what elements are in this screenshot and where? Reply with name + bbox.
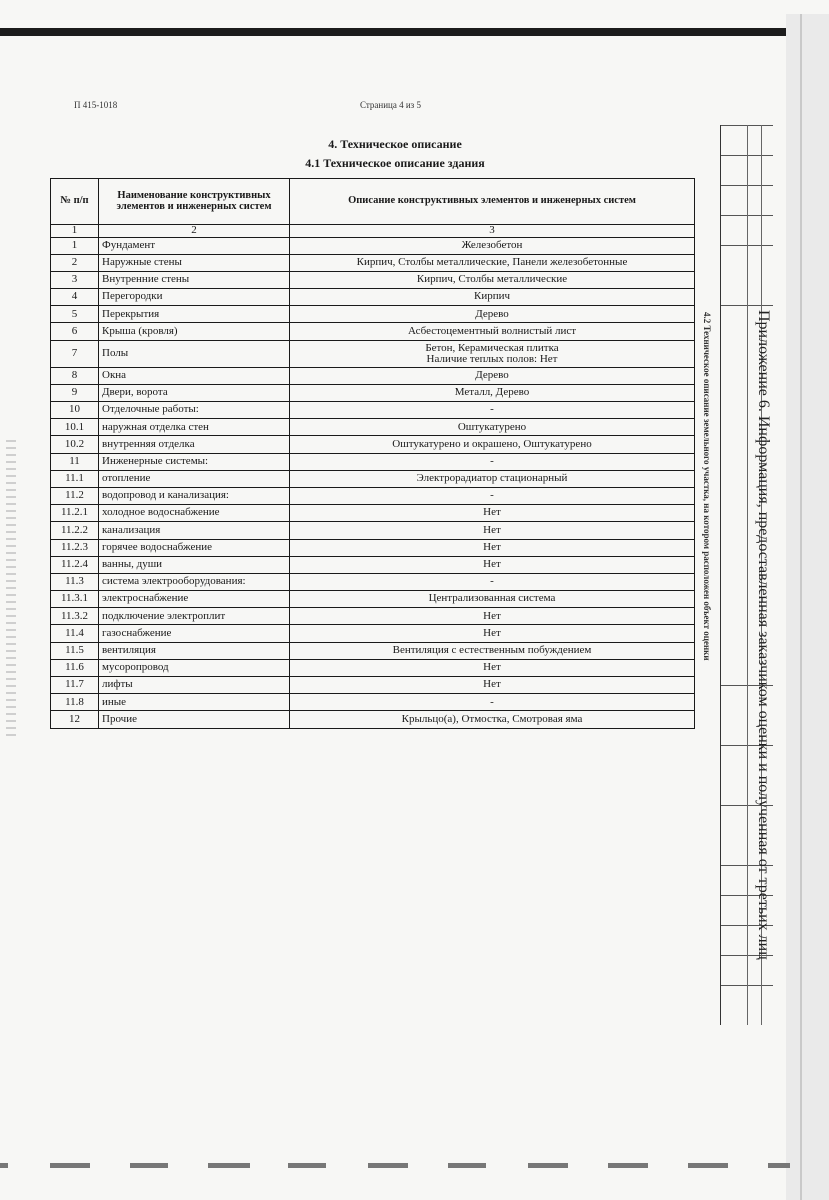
table-row (51, 419, 695, 436)
row-number: 11.1 (51, 470, 99, 487)
table-row (51, 659, 695, 676)
row-description: Кирпич, Столбы металлические (290, 271, 695, 288)
row-description: Нет (290, 505, 695, 522)
row-description: Оштукатурено (290, 419, 695, 436)
row-element-name: ванны, души (99, 556, 290, 573)
row-number: 11.8 (51, 694, 99, 711)
page-edge-line (800, 14, 802, 1200)
row-description: Нет (290, 522, 695, 539)
row-description-line: Бетон, Керамическая плитка (425, 341, 559, 354)
row-number: 11.7 (51, 677, 99, 694)
col-number-2: 2 (99, 225, 290, 238)
page-number: Страница 4 из 5 (360, 100, 421, 110)
scan-mark (528, 1163, 568, 1168)
table-row (51, 306, 695, 323)
row-description: - (290, 402, 695, 419)
row-element-name: электроснабжение (99, 591, 290, 608)
scan-mark (768, 1163, 790, 1168)
header-element-name: Наименование конструктивных элементов и инженерных систем (99, 179, 290, 225)
row-description: Нет (290, 608, 695, 625)
scan-mark (0, 1163, 8, 1168)
scan-bottom-marks (0, 1163, 800, 1173)
table-row (51, 608, 695, 625)
row-element-name: Инженерные системы: (99, 453, 290, 470)
technical-description-table (50, 178, 695, 729)
row-number: 10.1 (51, 419, 99, 436)
row-element-name: лифты (99, 677, 290, 694)
row-description: Металл, Дерево (290, 384, 695, 401)
row-element-name: газоснабжение (99, 625, 290, 642)
row-element-name: холодное водоснабжение (99, 505, 290, 522)
scan-mark (448, 1163, 486, 1168)
row-element-name: вентиляция (99, 642, 290, 659)
row-number: 11.2.2 (51, 522, 99, 539)
table-row (51, 367, 695, 384)
table-row (51, 237, 695, 254)
table-row (51, 271, 695, 288)
row-element-name: Двери, ворота (99, 384, 290, 401)
table-row (51, 323, 695, 340)
row-description: - (290, 487, 695, 504)
row-element-name: Отделочные работы: (99, 402, 290, 419)
row-number: 5 (51, 306, 99, 323)
row-number: 3 (51, 271, 99, 288)
row-number: 8 (51, 367, 99, 384)
table-row (51, 487, 695, 504)
section-title: 4. Техническое описание (328, 137, 462, 151)
row-element-name: система электрооборудования: (99, 573, 290, 590)
row-description: Нет (290, 625, 695, 642)
scan-artifact (6, 440, 16, 740)
row-number: 11.2.3 (51, 539, 99, 556)
header-number: № п/п (51, 179, 99, 225)
row-number: 11.3 (51, 573, 99, 590)
table-row (51, 254, 695, 271)
table-row (51, 573, 695, 590)
row-element-name: Прочие (99, 711, 290, 728)
row-number: 11.4 (51, 625, 99, 642)
col-number-3: 3 (290, 225, 695, 238)
row-number: 4 (51, 289, 99, 306)
row-element-name: Внутренние стены (99, 271, 290, 288)
scan-mark (608, 1163, 648, 1168)
table-row (51, 402, 695, 419)
table-row (51, 453, 695, 470)
row-element-name: Окна (99, 367, 290, 384)
row-description: Нет (290, 659, 695, 676)
row-number: 11.6 (51, 659, 99, 676)
scan-mark (130, 1163, 168, 1168)
table-row (51, 436, 695, 453)
row-description: Дерево (290, 367, 695, 384)
row-description: Нет (290, 539, 695, 556)
row-number: 1 (51, 237, 99, 254)
row-description: Централизованная система (290, 591, 695, 608)
row-element-name: Наружные стены (99, 254, 290, 271)
row-element-name: внутренняя отделка (99, 436, 290, 453)
table-row (51, 625, 695, 642)
table-row (51, 340, 695, 367)
scan-mark (288, 1163, 326, 1168)
page-right-margin (786, 14, 829, 1200)
row-description: Нет (290, 556, 695, 573)
table-row (51, 591, 695, 608)
row-element-name: наружная отделка стен (99, 419, 290, 436)
row-element-name: мусоропровод (99, 659, 290, 676)
header-description: Описание конструктивных элементов и инженерных систем (290, 179, 695, 225)
table-row (51, 694, 695, 711)
side-grid-divider (747, 125, 748, 1025)
table-row (51, 539, 695, 556)
subsection-title: 4.1 Техническое описание здания (305, 156, 485, 170)
scan-top-bar (0, 28, 786, 36)
scan-mark (50, 1163, 90, 1168)
row-number: 10 (51, 402, 99, 419)
row-number: 11.2.4 (51, 556, 99, 573)
table-row (51, 505, 695, 522)
row-number: 9 (51, 384, 99, 401)
row-element-name: Перекрытия (99, 306, 290, 323)
row-element-name: отопление (99, 470, 290, 487)
rotated-subtitle: 4.2 Техническое описание земельного участка, на котором расположен объект оценки (702, 312, 712, 661)
row-number: 11.3.1 (51, 591, 99, 608)
row-element-name: подключение электроплит (99, 608, 290, 625)
row-description (290, 340, 695, 367)
row-description: Кирпич (290, 289, 695, 306)
table-row (51, 556, 695, 573)
scan-mark (368, 1163, 408, 1168)
row-description: Железобетон (290, 237, 695, 254)
row-number: 11.3.2 (51, 608, 99, 625)
row-description: - (290, 694, 695, 711)
table-row (51, 384, 695, 401)
row-description: Оштукатурено и окрашено, Оштукатурено (290, 436, 695, 453)
row-element-name: канализация (99, 522, 290, 539)
table-row (51, 470, 695, 487)
row-description: Кирпич, Столбы металлические, Панели железобетонные (290, 254, 695, 271)
column-number-row (51, 225, 695, 238)
row-description: Нет (290, 677, 695, 694)
table-header-row (51, 179, 695, 225)
scan-mark (208, 1163, 250, 1168)
row-element-name: иные (99, 694, 290, 711)
row-element-name: Перегородки (99, 289, 290, 306)
row-number: 12 (51, 711, 99, 728)
row-description: Крыльцо(а), Отмостка, Смотровая яма (290, 711, 695, 728)
col-number-1: 1 (51, 225, 99, 238)
table-row (51, 522, 695, 539)
row-number: 7 (51, 340, 99, 367)
row-number: 11.5 (51, 642, 99, 659)
row-number: 2 (51, 254, 99, 271)
appendix-title: Приложение 6. Информация, предоставленная заказчиком оценки и полученная от третьих лиц (755, 310, 772, 960)
row-element-name: водопровод и канализация: (99, 487, 290, 504)
row-description: Асбестоцементный волнистый лист (290, 323, 695, 340)
row-element-name: Полы (99, 340, 290, 367)
row-description-line: Наличие теплых полов: Нет (426, 352, 558, 365)
row-description: Дерево (290, 306, 695, 323)
row-description: - (290, 573, 695, 590)
table-row (51, 711, 695, 728)
row-number: 6 (51, 323, 99, 340)
row-number: 11.2 (51, 487, 99, 504)
row-element-name: горячее водоснабжение (99, 539, 290, 556)
table-row (51, 642, 695, 659)
row-description: - (290, 453, 695, 470)
row-element-name: Фундамент (99, 237, 290, 254)
row-number: 10.2 (51, 436, 99, 453)
table-row (51, 289, 695, 306)
document-code: П 415-1018 (74, 100, 118, 110)
table-row (51, 677, 695, 694)
row-description: Вентиляция с естественным побуждением (290, 642, 695, 659)
scan-mark (688, 1163, 728, 1168)
row-number: 11.2.1 (51, 505, 99, 522)
row-number: 11 (51, 453, 99, 470)
row-element-name: Крыша (кровля) (99, 323, 290, 340)
row-description: Электрорадиатор стационарный (290, 470, 695, 487)
